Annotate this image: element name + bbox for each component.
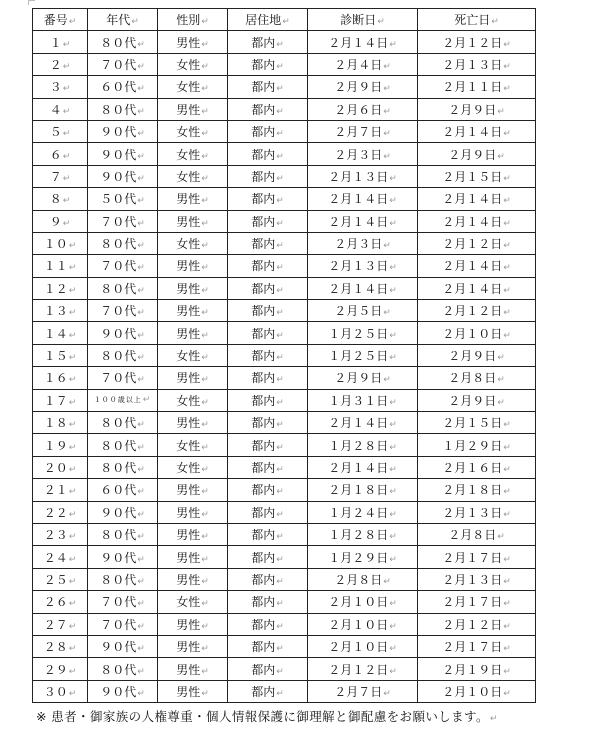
privacy-note: ※ 患者・御家族の人権尊重・個人情報保護に御理解と御配慮をお願いします。↵ [36, 709, 498, 724]
cell-sex: 男性↵ [158, 210, 228, 232]
cell-diagnosis-date: ２月４日↵ [308, 53, 418, 75]
cell-age: ８０代↵ [88, 523, 158, 545]
cell-residence: 都内↵ [228, 165, 308, 187]
cell-death-date: ２月１６日↵ [418, 456, 536, 478]
cell-sex: 男性↵ [158, 255, 228, 277]
cell-number: ２３↵ [33, 523, 88, 545]
cell-death-date: ２月１３日↵ [418, 568, 536, 590]
cell-death-date: ２月９日↵ [418, 143, 536, 165]
cell-sex: 男性↵ [158, 188, 228, 210]
cell-number: １８↵ [33, 412, 88, 434]
cell-death-date: ２月９日↵ [418, 389, 536, 411]
table-header-row [33, 9, 536, 31]
table-row [33, 658, 536, 680]
cell-sex: 女性↵ [158, 232, 228, 254]
cell-sex: 女性↵ [158, 53, 228, 75]
cell-diagnosis-date: ２月３日↵ [308, 232, 418, 254]
cell-number: ２５↵ [33, 568, 88, 590]
cell-number: １３↵ [33, 300, 88, 322]
cell-diagnosis-date: １月２８日↵ [308, 434, 418, 456]
cell-residence: 都内↵ [228, 143, 308, 165]
cell-diagnosis-date: ２月１２日↵ [308, 658, 418, 680]
cell-diagnosis-date: ２月１３日↵ [308, 165, 418, 187]
cell-diagnosis-date: ２月１４日↵ [308, 188, 418, 210]
cell-sex: 男性↵ [158, 635, 228, 657]
cell-age: ９０代↵ [88, 680, 158, 702]
cell-residence: 都内↵ [228, 300, 308, 322]
cell-number: ２８↵ [33, 635, 88, 657]
cell-diagnosis-date: ２月７日↵ [308, 120, 418, 142]
cell-sex: 男性↵ [158, 658, 228, 680]
cell-death-date: ２月１７日↵ [418, 635, 536, 657]
cell-residence: 都内↵ [228, 613, 308, 635]
cell-residence: 都内↵ [228, 255, 308, 277]
cell-death-date: ２月１１日↵ [418, 76, 536, 98]
cell-age: ８０代↵ [88, 456, 158, 478]
table-row [33, 255, 536, 277]
cell-residence: 都内↵ [228, 232, 308, 254]
header-sex: 性別↵ [158, 9, 228, 31]
cell-number: ２７↵ [33, 613, 88, 635]
cell-residence: 都内↵ [228, 98, 308, 120]
cell-age: ７０代↵ [88, 613, 158, 635]
cell-sex: 女性↵ [158, 143, 228, 165]
cell-number: １４↵ [33, 322, 88, 344]
cell-sex: 男性↵ [158, 300, 228, 322]
cell-sex: 男性↵ [158, 680, 228, 702]
cell-residence: 都内↵ [228, 210, 308, 232]
cell-sex: 男性↵ [158, 98, 228, 120]
cell-residence: 都内↵ [228, 456, 308, 478]
cell-sex: 男性↵ [158, 412, 228, 434]
cell-diagnosis-date: ２月６日↵ [308, 98, 418, 120]
cell-diagnosis-date: ２月１０日↵ [308, 591, 418, 613]
table-row [33, 568, 536, 590]
cell-death-date: ２月１３日↵ [418, 501, 536, 523]
cell-age: ８０代↵ [88, 568, 158, 590]
table-row [33, 210, 536, 232]
table-row [33, 76, 536, 98]
cell-death-date: ２月１４日↵ [418, 255, 536, 277]
cell-residence: 都内↵ [228, 344, 308, 366]
cell-age: ９０代↵ [88, 143, 158, 165]
cell-number: １２↵ [33, 277, 88, 299]
cell-number: ２２↵ [33, 501, 88, 523]
cell-residence: 都内↵ [228, 434, 308, 456]
table-row [33, 523, 536, 545]
cell-death-date: ２月１２日↵ [418, 613, 536, 635]
cell-residence: 都内↵ [228, 479, 308, 501]
cell-residence: 都内↵ [228, 367, 308, 389]
cell-residence: 都内↵ [228, 53, 308, 75]
cell-age: ９０代↵ [88, 546, 158, 568]
cell-death-date: ２月８日↵ [418, 523, 536, 545]
cell-death-date: ２月１４日↵ [418, 188, 536, 210]
header-residence: 居住地↵ [228, 9, 308, 31]
cell-sex: 男性↵ [158, 479, 228, 501]
cell-age: ９０代↵ [88, 501, 158, 523]
table-row [33, 613, 536, 635]
cell-residence: 都内↵ [228, 568, 308, 590]
cell-age: ９０代↵ [88, 120, 158, 142]
cell-age: １００歳以上↵ [88, 389, 158, 411]
table-row [33, 31, 536, 53]
cell-number: １６↵ [33, 367, 88, 389]
header-age: 年代↵ [88, 9, 158, 31]
cell-number: ３０↵ [33, 680, 88, 702]
cell-age: ９０代↵ [88, 165, 158, 187]
cell-number: ４↵ [33, 98, 88, 120]
cell-diagnosis-date: ２月９日↵ [308, 76, 418, 98]
table-body [33, 31, 536, 703]
cell-diagnosis-date: ２月７日↵ [308, 680, 418, 702]
cell-sex: 女性↵ [158, 120, 228, 142]
cell-death-date: ２月１０日↵ [418, 322, 536, 344]
cell-diagnosis-date: ２月１３日↵ [308, 255, 418, 277]
table-row [33, 591, 536, 613]
cell-death-date: ２月９日↵ [418, 344, 536, 366]
table-row [33, 367, 536, 389]
cell-diagnosis-date: １月３１日↵ [308, 389, 418, 411]
cell-diagnosis-date: ２月１４日↵ [308, 277, 418, 299]
cell-residence: 都内↵ [228, 412, 308, 434]
cell-diagnosis-date: ２月９日↵ [308, 367, 418, 389]
cell-sex: 男性↵ [158, 322, 228, 344]
cell-residence: 都内↵ [228, 76, 308, 98]
cell-death-date: ２月１８日↵ [418, 479, 536, 501]
cell-number: １０↵ [33, 232, 88, 254]
cell-number: ２↵ [33, 53, 88, 75]
cell-number: ２４↵ [33, 546, 88, 568]
document-body [32, 8, 536, 703]
cell-residence: 都内↵ [228, 523, 308, 545]
cell-diagnosis-date: ２月１４日↵ [308, 210, 418, 232]
cell-residence: 都内↵ [228, 680, 308, 702]
cell-number: ７↵ [33, 165, 88, 187]
cell-sex: 男性↵ [158, 31, 228, 53]
table-row [33, 120, 536, 142]
table-row [33, 322, 536, 344]
cell-number: ６↵ [33, 143, 88, 165]
cell-diagnosis-date: １月２９日↵ [308, 546, 418, 568]
cell-death-date: ２月１２日↵ [418, 31, 536, 53]
table-row [33, 188, 536, 210]
cell-death-date: ２月１３日↵ [418, 53, 536, 75]
cell-diagnosis-date: ２月５日↵ [308, 300, 418, 322]
cell-sex: 男性↵ [158, 523, 228, 545]
cell-age: ７０代↵ [88, 53, 158, 75]
cell-age: ８０代↵ [88, 434, 158, 456]
cell-death-date: ２月１９日↵ [418, 658, 536, 680]
cell-diagnosis-date: １月２８日↵ [308, 523, 418, 545]
header-death-date: 死亡日↵ [418, 9, 536, 31]
cell-diagnosis-date: １月２５日↵ [308, 344, 418, 366]
cell-death-date: ２月８日↵ [418, 367, 536, 389]
cell-sex: 女性↵ [158, 456, 228, 478]
cell-number: １７↵ [33, 389, 88, 411]
table-row [33, 546, 536, 568]
cell-sex: 男性↵ [158, 501, 228, 523]
cell-sex: 女性↵ [158, 165, 228, 187]
cell-age: ６０代↵ [88, 479, 158, 501]
table-row [33, 389, 536, 411]
cell-death-date: ２月１４日↵ [418, 120, 536, 142]
cell-diagnosis-date: ２月８日↵ [308, 568, 418, 590]
cell-sex: 男性↵ [158, 277, 228, 299]
table-row [33, 412, 536, 434]
cell-residence: 都内↵ [228, 277, 308, 299]
cell-diagnosis-date: ２月１４日↵ [308, 31, 418, 53]
cell-death-date: ２月１４日↵ [418, 277, 536, 299]
table-row [33, 143, 536, 165]
table-row [33, 165, 536, 187]
cell-residence: 都内↵ [228, 120, 308, 142]
cell-death-date: ２月１７日↵ [418, 591, 536, 613]
cell-number: ８↵ [33, 188, 88, 210]
cell-number: ２９↵ [33, 658, 88, 680]
table-row [33, 434, 536, 456]
cell-death-date: ２月１５日↵ [418, 165, 536, 187]
cell-number: ２１↵ [33, 479, 88, 501]
table-row [33, 232, 536, 254]
cell-residence: 都内↵ [228, 501, 308, 523]
table-row [33, 53, 536, 75]
cell-death-date: ２月１２日↵ [418, 300, 536, 322]
cell-residence: 都内↵ [228, 31, 308, 53]
cell-age: ７０代↵ [88, 255, 158, 277]
cell-age: ８０代↵ [88, 277, 158, 299]
cell-number: １９↵ [33, 434, 88, 456]
cell-sex: 男性↵ [158, 367, 228, 389]
header-diagnosis-date: 診断日↵ [308, 9, 418, 31]
cell-death-date: ２月１０日↵ [418, 680, 536, 702]
cell-diagnosis-date: ２月１８日↵ [308, 479, 418, 501]
cell-diagnosis-date: ２月３日↵ [308, 143, 418, 165]
cell-age: ８０代↵ [88, 232, 158, 254]
cell-age: ８０代↵ [88, 344, 158, 366]
cell-age: ８０代↵ [88, 412, 158, 434]
cell-age: ９０代↵ [88, 635, 158, 657]
cell-number: ２０↵ [33, 456, 88, 478]
table-row [33, 680, 536, 702]
cell-sex: 男性↵ [158, 613, 228, 635]
cell-residence: 都内↵ [228, 188, 308, 210]
table-row [33, 344, 536, 366]
cell-diagnosis-date: １月２５日↵ [308, 322, 418, 344]
table-row [33, 635, 536, 657]
page-corner-mark [28, 0, 35, 5]
cell-number: ５↵ [33, 120, 88, 142]
cell-age: ７０代↵ [88, 300, 158, 322]
cell-death-date: ２月１７日↵ [418, 546, 536, 568]
cell-number: １５↵ [33, 344, 88, 366]
cell-sex: 女性↵ [158, 434, 228, 456]
cell-sex: 女性↵ [158, 389, 228, 411]
table-row [33, 98, 536, 120]
cell-diagnosis-date: ２月１４日↵ [308, 412, 418, 434]
cell-age: ９０代↵ [88, 322, 158, 344]
cell-age: ７０代↵ [88, 367, 158, 389]
cell-residence: 都内↵ [228, 591, 308, 613]
cell-death-date: ２月１２日↵ [418, 232, 536, 254]
table-row [33, 277, 536, 299]
cell-diagnosis-date: １月２４日↵ [308, 501, 418, 523]
cell-diagnosis-date: ２月１４日↵ [308, 456, 418, 478]
cell-number: ９↵ [33, 210, 88, 232]
deaths-table [32, 8, 536, 703]
cell-number: １１↵ [33, 255, 88, 277]
cell-residence: 都内↵ [228, 389, 308, 411]
cell-death-date: ２月１５日↵ [418, 412, 536, 434]
cell-age: ６０代↵ [88, 76, 158, 98]
cell-residence: 都内↵ [228, 322, 308, 344]
cell-number: ３↵ [33, 76, 88, 98]
table-row [33, 479, 536, 501]
cell-number: １↵ [33, 31, 88, 53]
cell-age: ８０代↵ [88, 31, 158, 53]
header-number: 番号↵ [33, 9, 88, 31]
cell-diagnosis-date: ２月１０日↵ [308, 613, 418, 635]
cell-number: ２６↵ [33, 591, 88, 613]
cell-death-date: １月２９日↵ [418, 434, 536, 456]
cell-residence: 都内↵ [228, 635, 308, 657]
cell-age: ８０代↵ [88, 658, 158, 680]
cell-sex: 男性↵ [158, 546, 228, 568]
cell-age: ７０代↵ [88, 591, 158, 613]
cell-residence: 都内↵ [228, 658, 308, 680]
cell-sex: 女性↵ [158, 76, 228, 98]
cell-age: ５０代↵ [88, 188, 158, 210]
cell-sex: 女性↵ [158, 591, 228, 613]
cell-age: ８０代↵ [88, 98, 158, 120]
cell-sex: 男性↵ [158, 568, 228, 590]
cell-diagnosis-date: ２月１０日↵ [308, 635, 418, 657]
cell-death-date: ２月１４日↵ [418, 210, 536, 232]
cell-sex: 女性↵ [158, 344, 228, 366]
table-row [33, 456, 536, 478]
table-row [33, 300, 536, 322]
cell-residence: 都内↵ [228, 546, 308, 568]
cell-age: ７０代↵ [88, 210, 158, 232]
table-row [33, 501, 536, 523]
cell-death-date: ２月９日↵ [418, 98, 536, 120]
